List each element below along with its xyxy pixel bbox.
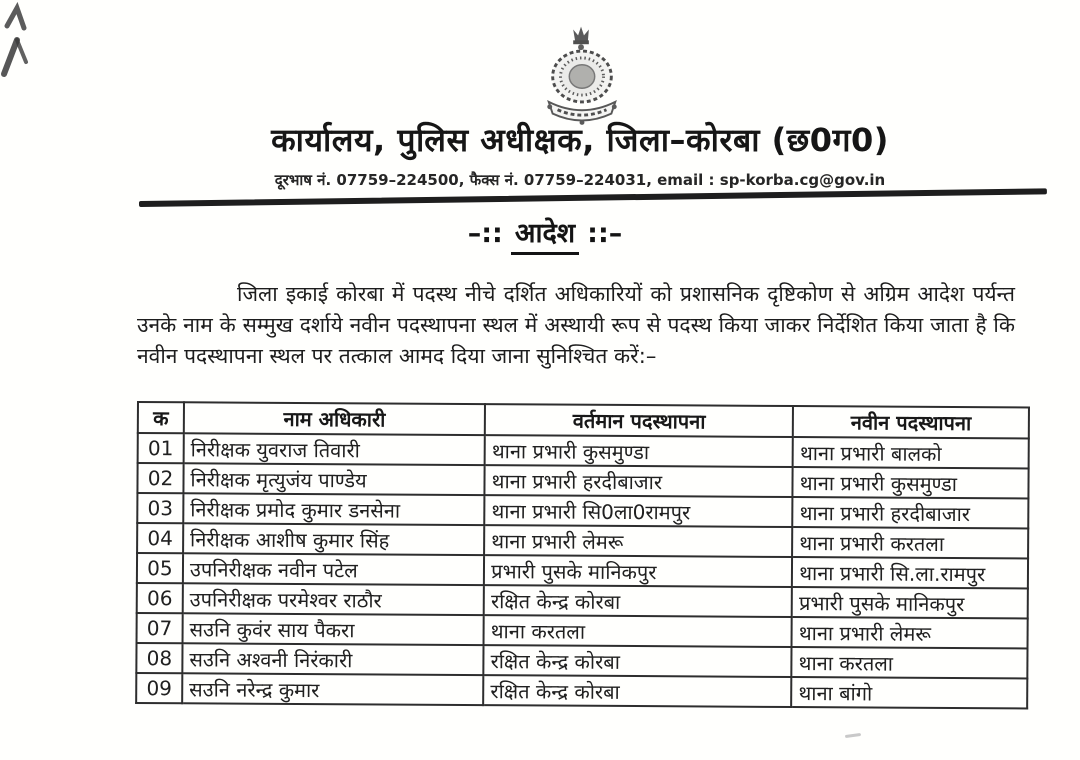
cell-new-posting: थाना प्रभारी कुसमुण्डा: [793, 467, 1029, 498]
scan-smudge: [845, 733, 861, 738]
cell-current-posting: थाना प्रभारी लेमरू: [484, 525, 792, 557]
cell-current-posting: थाना प्रभारी हरदीबाजार: [485, 465, 793, 497]
cell-current-posting: रक्षित केन्द्र कोरबा: [483, 675, 791, 707]
cell-serial: 05: [137, 553, 183, 583]
cell-new-posting: थाना करतला: [792, 647, 1028, 678]
header-new-posting: नवीन पदस्थापना: [793, 406, 1029, 438]
cell-officer-name: निरीक्षक प्रमोद कुमार डनसेना: [183, 493, 484, 525]
header-serial: क: [138, 402, 184, 433]
scan-pen-marks: [0, 2, 44, 82]
cell-current-posting: रक्षित केन्द्र कोरबा: [484, 645, 792, 677]
cell-current-posting: थाना प्रभारी सि0ला0रामपुर: [484, 495, 792, 527]
cell-new-posting: थाना प्रभारी हरदीबाजार: [793, 497, 1029, 528]
cell-current-posting: प्रभारी पुसके मानिकपुर: [484, 555, 792, 587]
transfer-orders-table: [135, 401, 1030, 709]
cell-new-posting: थाना प्रभारी सि.ला.रामपुर: [792, 557, 1028, 588]
cell-new-posting: थाना बांगो: [791, 677, 1027, 708]
cell-new-posting: थाना प्रभारी बालको: [793, 437, 1029, 468]
cell-serial: 09: [136, 673, 182, 703]
cell-new-posting: प्रभारी पुसके मानिकपुर: [792, 587, 1028, 618]
cell-new-posting: थाना प्रभारी करतला: [792, 527, 1028, 558]
cell-officer-name: सउनि नरेन्द्र कुमार: [182, 673, 483, 705]
cell-officer-name: उपनिरीक्षक नवीन पटेल: [183, 553, 484, 585]
table-row: [136, 673, 1027, 708]
cell-officer-name: निरीक्षक युवराज तिवारी: [184, 433, 485, 465]
cell-current-posting: रक्षित केन्द्र कोरबा: [484, 585, 792, 617]
cell-officer-name: निरीक्षक आशीष कुमार सिंह: [183, 523, 484, 555]
header-divider-rule: [139, 188, 1047, 207]
cell-current-posting: थाना प्रभारी कुसमुण्डा: [485, 435, 793, 467]
cell-serial: 06: [137, 583, 183, 613]
office-title: कार्यालय, पुलिस अधीक्षक, जिला–कोरबा (छ0ग0): [271, 121, 889, 159]
header-officer-name: नाम अधिकारी: [184, 402, 485, 435]
cell-officer-name: निरीक्षक मृत्युजंय पाण्डेय: [183, 463, 484, 495]
cell-serial: 01: [138, 433, 184, 463]
cell-serial: 04: [137, 523, 183, 553]
cell-serial: 07: [137, 613, 183, 643]
cell-serial: 03: [137, 493, 183, 523]
cell-serial: 08: [136, 643, 182, 673]
order-heading-prefix: –::: [467, 218, 503, 249]
police-emblem-icon: [538, 24, 626, 128]
cell-officer-name: उपनिरीक्षक परमेश्वर राठौर: [183, 583, 484, 615]
cell-officer-name: सउनि कुवंर साय पैकरा: [182, 613, 483, 645]
order-heading: [0, 213, 1080, 255]
cell-current-posting: थाना करतला: [484, 615, 792, 647]
header-current-posting: वर्तमान पदस्थापना: [485, 404, 793, 437]
cell-officer-name: सउनि अश्वनी निरंकारी: [182, 643, 483, 675]
order-heading-title: आदेश: [511, 213, 579, 255]
contact-line: दूरभाष नं. 07759–224500, फैक्स नं. 07759–224031, email : sp-korba.cg@gov.in: [274, 171, 886, 189]
order-heading-suffix: ::–: [587, 218, 623, 249]
order-body-text: जिला इकाई कोरबा में पदस्थ नीचे दर्शित अधिकारियों को प्रशासनिक दृष्टिकोण से अग्रिम आदेश पर्यन्त उनके नाम के सम्मुख दर्शाये नवीन पदस्थापना स्थल में अस्थायी रूप से पदस्थ किया जाकर निर्देशित किया जाता है कि नवीन पदस्थापना स्थल पर तत्काल आमद दिया जाना सुनिश्चित करें:–: [137, 282, 1015, 368]
cell-serial: 02: [137, 463, 183, 493]
cell-new-posting: थाना प्रभारी लेमरू: [792, 617, 1028, 648]
